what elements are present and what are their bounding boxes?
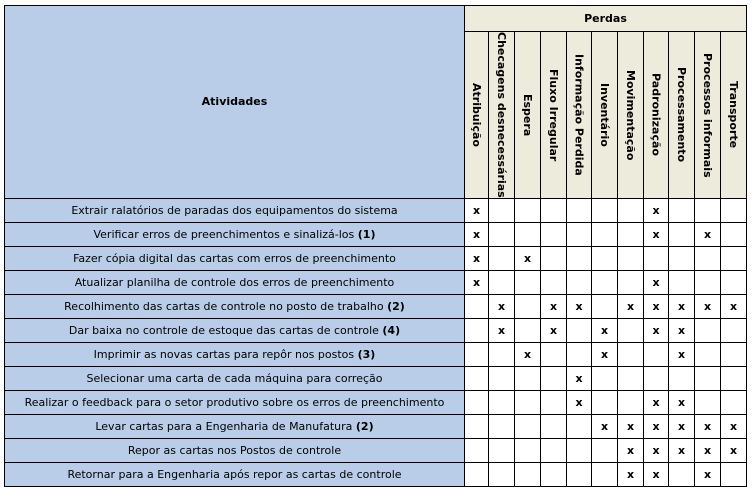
mark-cell [618,222,644,246]
mark-cell [644,462,669,486]
mark-cell [592,414,618,438]
mark-cell [618,342,644,366]
mark-cell [541,366,567,390]
mark-cell [515,462,541,486]
mark-cell [592,270,618,294]
loss-mark: x [703,299,712,313]
mark-cell [695,270,721,294]
mark-cell [644,414,669,438]
activity-note: (2) [355,419,374,433]
activity-cell [5,246,465,270]
mark-cell [541,222,567,246]
mark-cell [567,414,592,438]
loss-header-label: Informação Perdida [572,53,586,176]
activity-note: (4) [382,323,401,337]
mark-cell [644,294,669,318]
loss-header-label: Checagens desnecessárias [495,32,508,198]
mark-cell [489,366,515,390]
loss-mark: x [703,227,712,241]
mark-cell [721,390,747,414]
activity-cell [5,366,465,390]
loss-mark: x [729,443,738,457]
mark-cell [541,342,567,366]
loss-mark: x [652,443,660,457]
mark-cell [618,246,644,270]
activity-cell [5,294,465,318]
table-row [5,366,747,390]
mark-cell [489,438,515,462]
activity-note: (3) [357,347,376,361]
mark-cell [541,462,567,486]
mark-cell [592,294,618,318]
mark-cell [541,438,567,462]
mark-cell [644,318,669,342]
loss-header [592,32,618,199]
mark-cell [669,390,695,414]
loss-mark: x [472,251,481,265]
mark-cell [618,318,644,342]
activity-text: Atualizar planilha de controle dos erros de preenchimento [74,275,395,289]
loss-mark: x [600,419,609,433]
mark-cell [465,222,489,246]
activity-cell [5,390,465,414]
mark-cell [721,342,747,366]
mark-cell [592,222,618,246]
mark-cell [567,270,592,294]
loss-header-label: Processamento [675,67,688,163]
activity-text: Levar cartas para a Engenharia de Manufatura [95,419,353,433]
loss-mark: x [703,419,712,433]
table-row [5,462,747,486]
mark-cell [515,390,541,414]
mark-cell [618,366,644,390]
mark-cell [541,270,567,294]
mark-cell [695,318,721,342]
table-row [5,294,747,318]
mark-cell [618,294,644,318]
activity-note: (2) [387,299,405,313]
activity-cell [5,462,465,486]
table-row [5,246,747,270]
mark-cell [644,390,669,414]
mark-cell [567,246,592,270]
mark-cell [515,366,541,390]
mark-cell [669,270,695,294]
mark-cell [465,246,489,270]
mark-cell [592,438,618,462]
mark-cell [618,270,644,294]
loss-mark: x [575,299,583,313]
mark-cell [695,438,721,462]
loss-header-label: Fluxo Irregular [547,68,560,161]
activity-cell [5,198,465,222]
loss-mark: x [472,275,481,289]
activity-note: (1) [357,227,376,241]
loss-mark: x [549,299,558,313]
loss-mark: x [703,443,712,457]
mark-cell [515,438,541,462]
loss-header-label: Atribuição [470,82,483,147]
activity-text: Selecionar uma carta de cada máquina para correção [86,371,383,385]
loss-mark: x [626,419,635,433]
losses-group-header: Perdas [465,6,747,32]
mark-cell [721,366,747,390]
activity-cell [5,414,465,438]
table-row [5,390,747,414]
mark-cell [465,318,489,342]
mark-cell [541,246,567,270]
mark-cell [695,390,721,414]
loss-mark: x [575,371,583,385]
mark-cell [541,198,567,222]
mark-cell [465,462,489,486]
mark-cell [515,222,541,246]
mark-cell [465,270,489,294]
loss-mark: x [729,299,738,313]
mark-cell [644,366,669,390]
mark-cell [515,294,541,318]
loss-mark: x [600,323,609,337]
mark-cell [669,294,695,318]
mark-cell [644,246,669,270]
mark-cell [669,318,695,342]
mark-cell [669,198,695,222]
mark-cell [489,342,515,366]
loss-mark: x [652,299,660,313]
mark-cell [721,438,747,462]
loss-mark: x [497,299,506,313]
mark-cell [489,462,515,486]
loss-header [567,32,592,199]
mark-cell [695,342,721,366]
loss-mark: x [472,203,481,217]
mark-cell [465,342,489,366]
loss-mark: x [626,443,635,457]
mark-cell [721,198,747,222]
loss-mark: x [677,419,686,433]
mark-cell [618,390,644,414]
loss-mark: x [549,323,558,337]
loss-header [721,32,747,199]
table-row [5,438,747,462]
mark-cell [465,414,489,438]
activity-text: Extrair ralatórios de paradas dos equipamentos do sistema [71,203,398,217]
mark-cell [721,414,747,438]
activity-cell [5,222,465,246]
loss-mark: x [652,419,660,433]
mark-cell [721,294,747,318]
mark-cell [592,462,618,486]
mark-cell [592,246,618,270]
loss-mark: x [575,395,583,409]
loss-mark: x [652,203,660,217]
mark-cell [618,438,644,462]
table-row [5,198,747,222]
mark-cell [489,390,515,414]
loss-mark: x [652,323,660,337]
loss-mark: x [677,347,686,361]
mark-cell [669,438,695,462]
loss-mark: x [472,227,481,241]
mark-cell [489,198,515,222]
mark-cell [644,270,669,294]
mark-cell [541,318,567,342]
activities-header: Atividades [5,6,465,199]
loss-header-label: Padronização [649,73,663,157]
mark-cell [721,462,747,486]
mark-cell [465,198,489,222]
activity-rows [5,198,747,486]
table-row [5,318,747,342]
activity-text: Fazer cópia digital das cartas com erros de preenchimento [73,251,396,265]
mark-cell [695,246,721,270]
mark-cell [567,462,592,486]
mark-cell [567,318,592,342]
loss-header [541,32,567,199]
mark-cell [515,246,541,270]
mark-cell [644,222,669,246]
mark-cell [592,198,618,222]
mark-cell [515,270,541,294]
mark-cell [489,222,515,246]
mark-cell [515,414,541,438]
mark-cell [669,246,695,270]
activity-cell [5,342,465,366]
mark-cell [695,198,721,222]
loss-header-label: Processos informais [701,52,714,178]
loss-mark: x [652,467,660,481]
activity-text: Retornar para a Engenharia após repor as cartas de controle [67,467,402,481]
activity-loss-matrix [4,5,747,487]
mark-cell [489,414,515,438]
mark-cell [489,246,515,270]
mark-cell [465,294,489,318]
mark-cell [567,198,592,222]
loss-mark: x [677,443,686,457]
mark-cell [618,198,644,222]
loss-mark: x [600,347,609,361]
mark-cell [541,390,567,414]
mark-cell [592,390,618,414]
loss-header [515,32,541,199]
loss-mark: x [703,467,712,481]
mark-cell [669,414,695,438]
loss-header [618,32,644,199]
table-row [5,342,747,366]
mark-cell [592,342,618,366]
activity-text: Dar baixa no controle de estoque das cartas de controle [68,323,379,337]
table-row [5,270,747,294]
mark-cell [644,438,669,462]
mark-cell [669,462,695,486]
activity-cell [5,438,465,462]
loss-header-label: Transporte [727,81,740,149]
mark-cell [515,318,541,342]
loss-mark: x [523,251,532,265]
mark-cell [721,270,747,294]
loss-mark: x [626,299,635,313]
loss-mark: x [677,395,686,409]
mark-cell [721,222,747,246]
loss-mark: x [652,227,660,241]
activity-text: Realizar o feedback para o setor produtivo sobre os erros de preenchimento [24,395,445,409]
table-row [5,414,747,438]
mark-cell [515,342,541,366]
mark-cell [721,318,747,342]
mark-cell [618,414,644,438]
mark-cell [644,198,669,222]
activity-text: Imprimir as novas cartas para repôr nos postos [93,347,355,361]
mark-cell [465,366,489,390]
mark-cell [515,198,541,222]
activity-text: Verificar erros de preenchimentos e sinalizá-los [93,227,355,241]
mark-cell [695,462,721,486]
activity-text: Repor as cartas nos Postos de controle [127,443,342,457]
mark-cell [465,390,489,414]
loss-mark: x [626,467,635,481]
loss-header [489,32,515,199]
mark-cell [721,246,747,270]
mark-cell [695,366,721,390]
mark-cell [567,366,592,390]
mark-cell [669,342,695,366]
mark-cell [695,294,721,318]
mark-cell [695,222,721,246]
table-row [5,222,747,246]
loss-header [465,32,489,199]
loss-mark: x [729,419,738,433]
mark-cell [567,294,592,318]
mark-cell [489,270,515,294]
loss-header-label: Espera [521,93,534,136]
mark-cell [618,462,644,486]
loss-header [644,32,669,199]
mark-cell [567,390,592,414]
mark-cell [567,222,592,246]
activity-cell [5,318,465,342]
mark-cell [669,366,695,390]
loss-mark: x [652,395,660,409]
mark-cell [465,438,489,462]
mark-cell [592,318,618,342]
loss-mark: x [677,323,686,337]
loss-header-label: Movimentação [624,69,637,161]
loss-mark: x [677,299,686,313]
activity-text: Recolhimento das cartas de controle no posto de trabalho [64,299,384,313]
mark-cell [644,342,669,366]
mark-cell [567,438,592,462]
mark-cell [489,294,515,318]
activity-cell [5,270,465,294]
loss-header [669,32,695,199]
loss-mark: x [523,347,532,361]
loss-header [695,32,721,199]
mark-cell [669,222,695,246]
loss-header-label: Inventário [598,82,611,147]
mark-cell [695,414,721,438]
mark-cell [489,318,515,342]
loss-mark: x [497,323,506,337]
mark-cell [592,366,618,390]
mark-cell [541,414,567,438]
mark-cell [541,294,567,318]
loss-mark: x [652,275,660,289]
mark-cell [567,342,592,366]
